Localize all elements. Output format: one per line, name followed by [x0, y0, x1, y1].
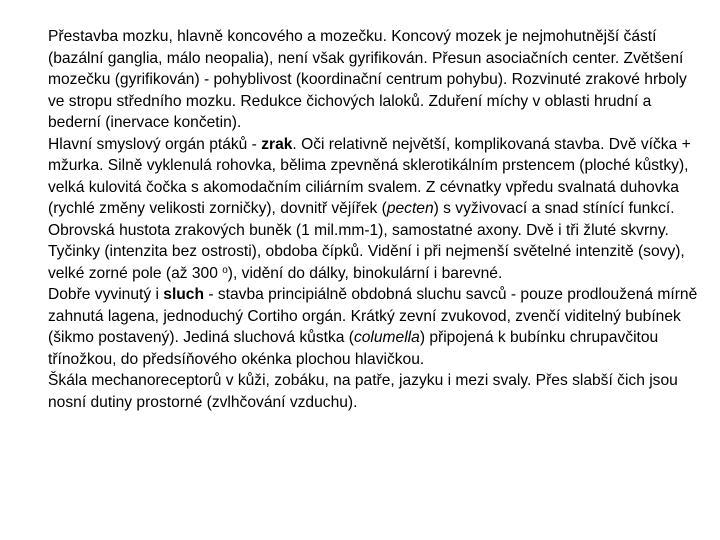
paragraph-brain-text: Přestavba mozku, hlavně koncového a mozečku. Koncový mozek je nejmohutnější částí (bazální ganglia, málo neopalia), není však gyrifikován. Přesun asociačních center. Zvětšení mozečku (gyrifikován) - pohyblivost (koordinační centrum pohybu). Rozvinuté zrakové hrboly ve stropu středního mozku. Redukce čichových laloků. Zduření míchy v oblasti hrudní a bederní (inervace končetin).	[48, 28, 687, 131]
vision-intro: Hlavní smyslový orgán ptáků -	[48, 135, 262, 153]
hearing-intro: Dobře vyvinutý i	[48, 286, 164, 303]
vision-text-2: ) s vyživovací a snad stínící funkcí. Obrovská hustota zrakových buněk (1 mil.mm-1), samostatné axony. Dvě i tři žluté skvrny. Tyčinky (intenzita bez ostrosti), obdoba čípků. Vidění i při nejmenší světelné intenzitě (sovy), velké zorné pole (až 300	[48, 200, 685, 282]
vision-text-3: ), vidění do dálky, binokulární i barevné.	[227, 264, 503, 282]
degree-superscript: o	[222, 264, 228, 276]
paragraph-vision	[48, 134, 698, 285]
paragraph-brain	[48, 26, 698, 134]
hearing-text-1: - stavba principiálně obdobná sluchu savců - pouze prodloužená mírně zahnutá lagena, jednoduchý Cortiho orgán. Krátký zevní zvukovod, zvenčí viditelný bubínek (šikmo postavený). Jediná sluchová kůstka (	[48, 286, 698, 346]
hearing-text-2: ) připojená k bubínku chrupavčitou třínožkou, do předsíňového okénka plochou hlavičkou.	[48, 329, 659, 368]
vision-keyword: zrak	[261, 135, 293, 153]
paragraph-receptors-text: Škála mechanoreceptorů v kůži, zobáku, na patře, jazyku i mezi svaly. Přes slabší čich jsou nosní dutiny prostorné (zvlhčování vzduchu).	[48, 372, 678, 411]
paragraph-hearing	[48, 284, 698, 370]
vision-italic-term: pecten	[386, 200, 434, 217]
paragraph-receptors	[48, 370, 698, 413]
hearing-keyword: sluch	[163, 286, 204, 303]
hearing-italic-term: columella	[353, 329, 420, 346]
vision-text-1: . Oči relativně největší, komplikovaná stavba. Dvě víčka + mžurka. Silně vyklenulá rohovka, bělima zpevněná sklerotikálním prstencem (ploché kůstky), velká kulovitá čočka s akomodačním ciliárním svalem. Z cévnatky vpředu svalnatá duhovka (rychlé změny velikosti zorničky), dovnitř vějířek (	[48, 135, 691, 217]
text-body	[48, 26, 698, 413]
